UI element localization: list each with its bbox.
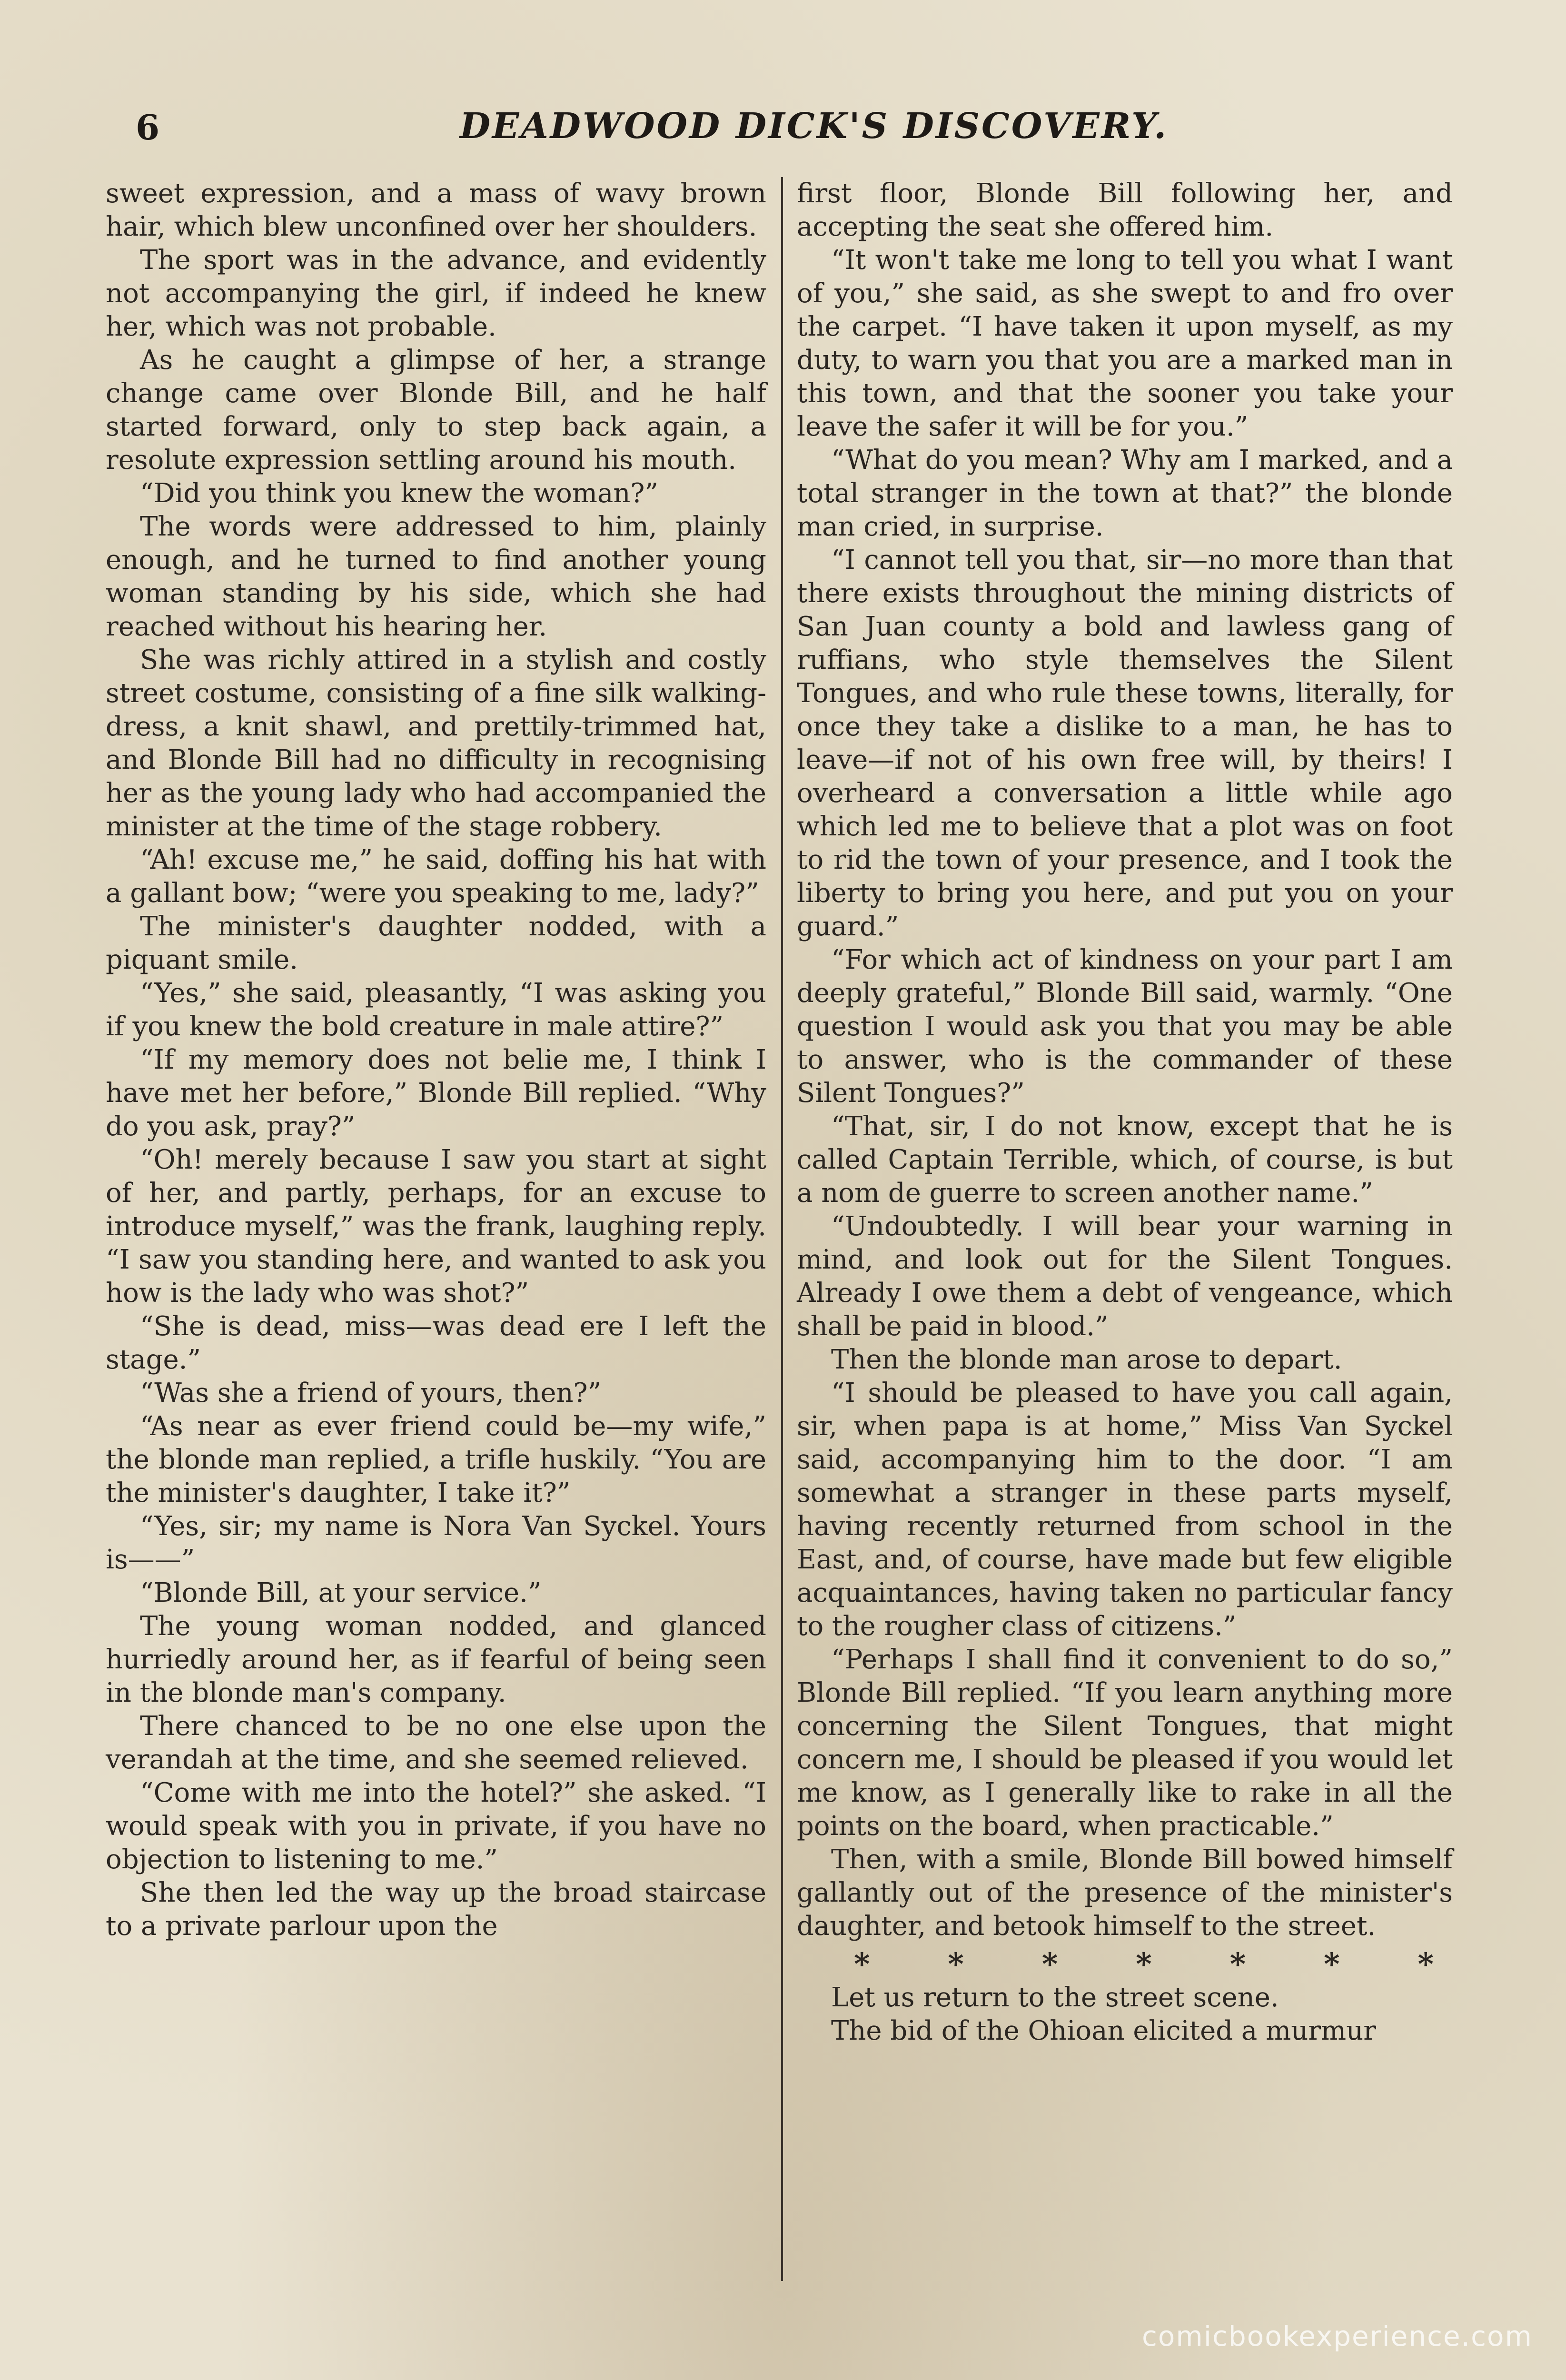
paragraph: “If my memory does not belie me, I think I have met her before,” Blonde Bill replied. “Why do you ask, pray?”: [106, 1044, 766, 1142]
paragraph: “Was she a friend of yours, then?”: [140, 1378, 602, 1408]
paragraph: “As near as ever friend could be—my wife,” the blonde man replied, a trifle huskily. “You are the minister's daughter, I take it?”: [106, 1411, 766, 1508]
paragraph: “Oh! merely because I saw you start at sight of her, and partly, perhaps, for an excuse to introduce myself,” was the frank, laughing reply. “I saw you standing here, and wanted to ask you how is the lady who was shot?”: [106, 1144, 766, 1309]
paragraph: The minister's daughter nodded, with a piquant smile.: [106, 911, 766, 975]
section-break-star: *: [1417, 1946, 1434, 1982]
paragraph: “Come with me into the hotel?” she asked. “I would speak with you in private, if you have no objection to listening to me.”: [106, 1777, 766, 1875]
paragraph: “What do you mean? Why am I marked, and a total stranger in the town at that?” the blonde man cried, in surprise.: [797, 445, 1453, 542]
watermark: comicbookexperience.com: [1142, 2320, 1533, 2352]
paragraph: Then, with a smile, Blonde Bill bowed himself gallantly out of the presence of the minister's daughter, and betook himself to the street.: [797, 1844, 1453, 1942]
paragraph: sweet expression, and a mass of wavy brown hair, which blew unconfined over her shoulders.: [106, 178, 766, 242]
paragraph: “Perhaps I shall find it convenient to do so,” Blonde Bill replied. “If you learn anything more concerning the Silent Tongues, that might concern me, I should be pleased if you would let me know, as I generally like to rake in all the points on the board, when practicable.”: [797, 1644, 1453, 1842]
paragraph: “It won't take me long to tell you what I want of you,” she said, as she swept to and fro over the carpet. “I have taken it upon myself, as my duty, to warn you that you are a marked man in this town, and that the sooner you take your leave the safer it will be for you.”: [797, 245, 1453, 442]
paragraph: The sport was in the advance, and evidently not accompanying the girl, if indeed he knew her, which was not probable.: [106, 245, 766, 342]
paragraph: “Undoubtedly. I will bear your warning in mind, and look out for the Silent Tongues. Already I owe them a debt of vengeance, which shall be paid in blood.”: [797, 1211, 1453, 1342]
paragraph: “I cannot tell you that, sir—no more than that there exists throughout the mining districts of San Juan county a bold and lawless gang of ruffians, who style themselves the Silent Tongues, and who rule these towns, literally, for once they take a dislike to a man, he has to leave—if not of his own free will, by theirs! I overheard a conversation a little while ago which led me to believe that a plot was on foot to rid the town of your presence, and I took the liberty to bring you here, and put you on your guard.”: [797, 545, 1453, 942]
section-break-star: *: [948, 1946, 964, 1982]
paragraph: There chanced to be no one else upon the verandah at the time, and she seemed relieved.: [106, 1711, 766, 1775]
paragraph: “That, sir, I do not know, except that he is called Captain Terrible, which, of course, is but a nom de guerre to screen another name.”: [797, 1111, 1453, 1209]
page-number: 6: [136, 107, 160, 148]
paragraph: “She is dead, miss—was dead ere I left the stage.”: [106, 1311, 766, 1375]
paragraph: first floor, Blonde Bill following her, and accepting the seat she offered him.: [797, 178, 1453, 242]
paragraph: “I should be pleased to have you call again, sir, when papa is at home,” Miss Van Syckel said, accompanying him to the door. “I am somewhat a stranger in these parts myself, having recently returned from school in the East, and, of course, have made but few eligible acquaintances, having taken no particular fancy to the rougher class of citizens.”: [797, 1378, 1453, 1642]
paragraph: “Yes,” she said, pleasantly, “I was asking you if you knew the bold creature in male attire?”: [106, 978, 766, 1042]
section-break-star: *: [854, 1946, 870, 1982]
paragraph: “Yes, sir; my name is Nora Van Syckel. Yours is——”: [106, 1511, 766, 1575]
running-head-title: DEADWOOD DICK'S DISCOVERY.: [459, 106, 1169, 147]
paragraph: “Did you think you knew the woman?”: [140, 478, 659, 509]
paragraph: “For which act of kindness on your part I am deeply grateful,” Blonde Bill said, warmly. “One question I would ask you that you may be able to answer, who is the commander of these Silent Tongues?”: [797, 944, 1453, 1109]
paragraph: Then the blonde man arose to depart.: [831, 1344, 1342, 1375]
paragraph: The words were addressed to him, plainly enough, and he turned to find another young woman standing by his side, which she had reached without his hearing her.: [106, 511, 766, 642]
left-column: [106, 177, 766, 1943]
section-break: [797, 1943, 1453, 1981]
section-break-star: *: [1041, 1946, 1058, 1982]
section-break-star: *: [1324, 1946, 1340, 1982]
section-break-star: *: [1229, 1946, 1246, 1982]
paragraph: Let us return to the street scene.: [831, 1982, 1279, 2013]
paragraph: As he caught a glimpse of her, a strange change came over Blonde Bill, and he half started forward, only to step back again, a resolute expression settling around his mouth.: [106, 345, 766, 476]
paragraph: The young woman nodded, and glanced hurriedly around her, as if fearful of being seen in the blonde man's company.: [106, 1611, 766, 1708]
paragraph: The bid of the Ohioan elicited a murmur: [831, 2015, 1376, 2046]
paragraph: “Ah! excuse me,” he said, doffing his hat with a gallant bow; “were you speaking to me, lady?”: [106, 844, 766, 909]
paragraph: She then led the way up the broad staircase to a private parlour upon the: [106, 1877, 766, 1942]
paragraph: “Blonde Bill, at your service.”: [140, 1577, 542, 1608]
column-divider: [781, 177, 783, 2281]
section-break-star: *: [1136, 1946, 1152, 1982]
paragraph: She was richly attired in a stylish and costly street costume, consisting of a fine silk walking-dress, a knit shawl, and prettily-trimmed hat, and Blonde Bill had no difficulty in recognising her as the young lady who had accompanied the minister at the time of the stage robbery.: [106, 645, 766, 842]
right-column: [797, 177, 1453, 2048]
